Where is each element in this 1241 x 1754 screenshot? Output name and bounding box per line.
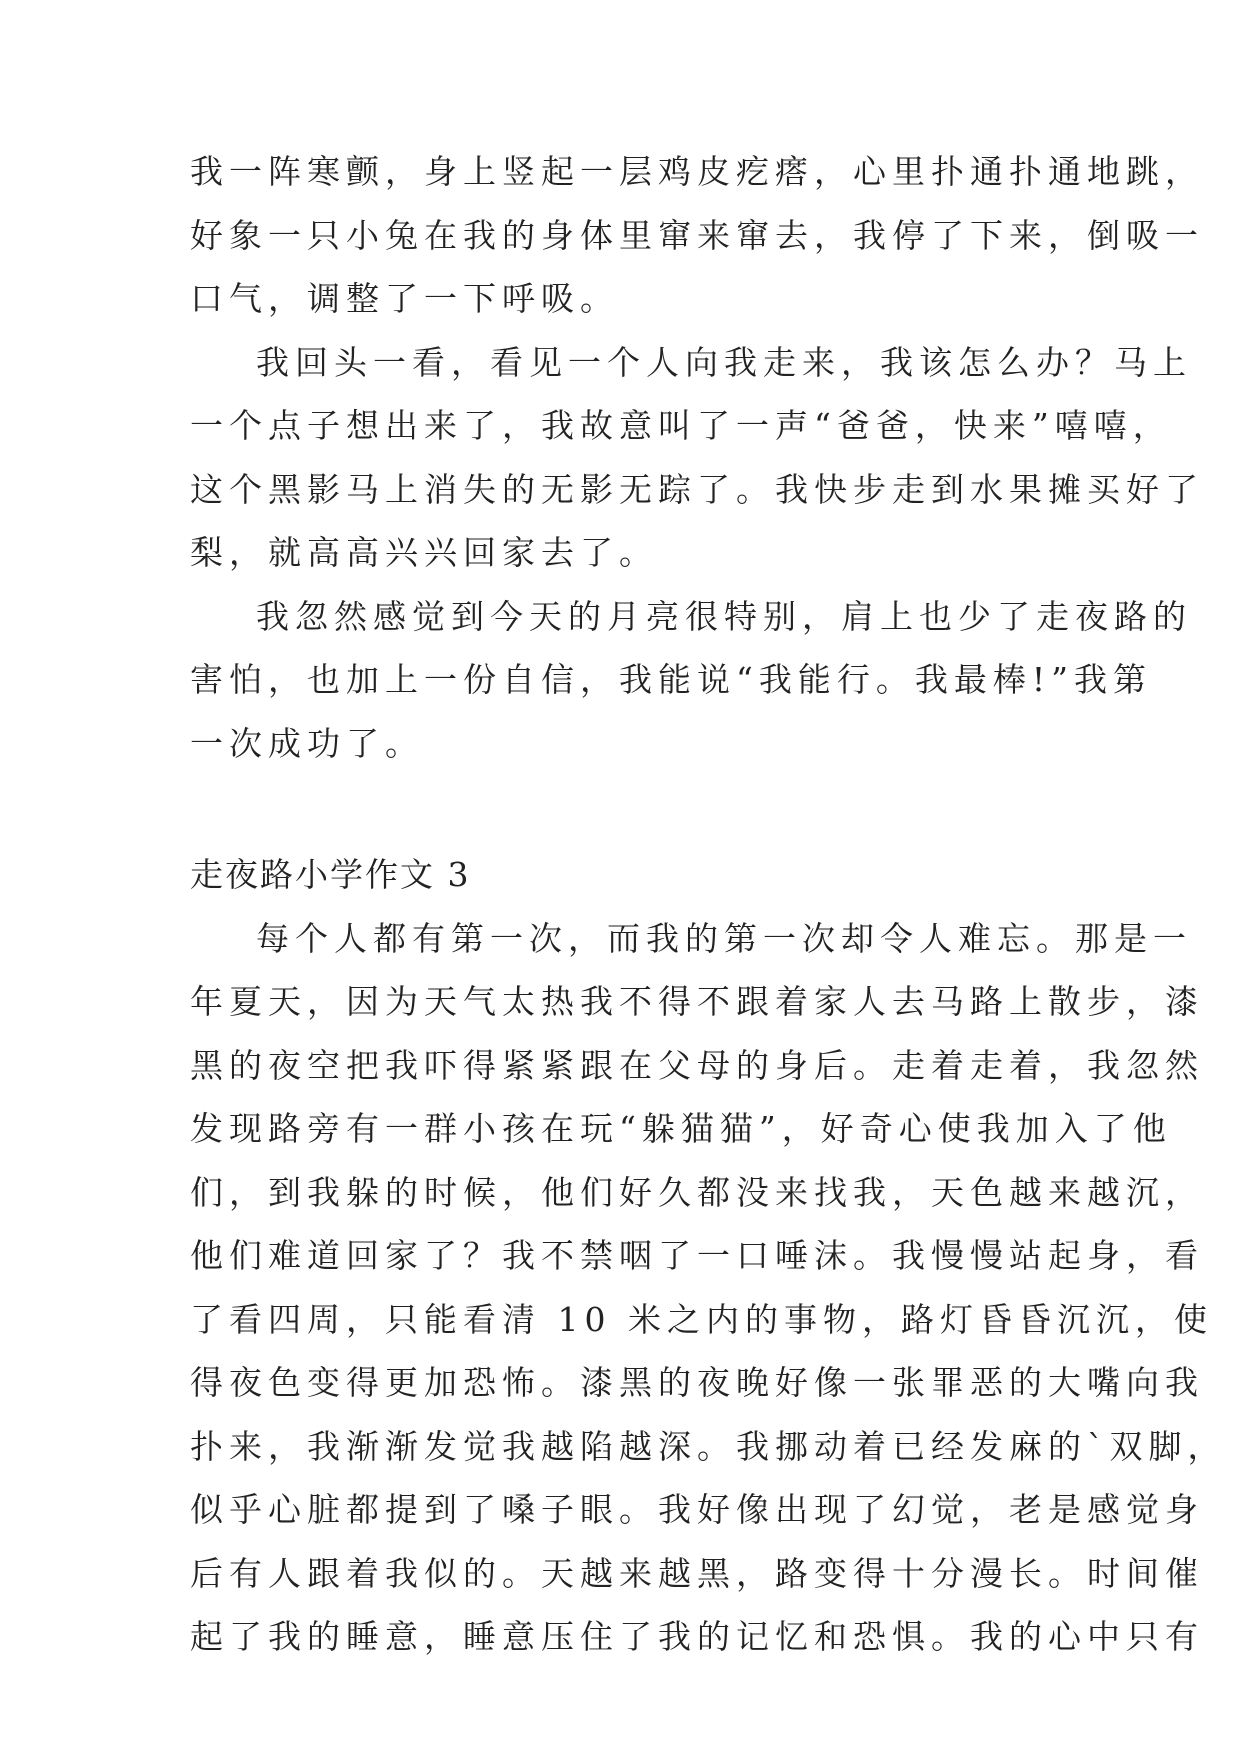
paragraph-line: 黑的夜空把我吓得紧紧跟在父母的身后。走着走着，我忽然 <box>190 1045 1204 1085</box>
paragraph-line: 了看四周，只能看清 10 米之内的事物，路灯昏昏沉沉，使 <box>190 1299 1213 1339</box>
paragraph-line: 我一阵寒颤，身上竖起一层鸡皮疙瘩，心里扑通扑通地跳， <box>190 152 1204 191</box>
paragraph-line: 后有人跟着我似的。天越来越黑，路变得十分漫长。时间催 <box>190 1553 1204 1593</box>
paragraph-line: 年夏天，因为天气太热我不得不跟着家人去马路上散步，漆 <box>190 982 1204 1021</box>
paragraph-2 <box>190 331 1204 585</box>
paragraph-line: 这个黑影马上消失的无影无踪了。我快步走到水果摊买好了 <box>190 469 1204 509</box>
paragraph-line: 梨，就高高兴兴回家去了。 <box>190 533 658 572</box>
paragraph-line: 我回头一看，看见一个人向我走来，我该怎么办？马上 <box>256 342 1192 382</box>
paragraph-line: 似乎心脏都提到了嗓子眼。我好像出现了幻觉，老是感觉身 <box>190 1490 1204 1529</box>
paragraph-line: 起了我的睡意，睡意压住了我的记忆和恐惧。我的心中只有 <box>190 1617 1204 1656</box>
paragraph-line: 我忽然感觉到今天的月亮很特别，肩上也少了走夜路的 <box>256 596 1192 636</box>
paragraph-1 <box>190 140 1204 331</box>
paragraph-line: 得夜色变得更加恐怖。漆黑的夜晚好像一张罪恶的大嘴向我 <box>190 1363 1204 1402</box>
paragraph-line: 一个点子想出来了，我故意叫了一声“爸爸，快来”嘻嘻， <box>190 406 1172 445</box>
section-heading <box>190 843 1070 907</box>
paragraph-line: 害怕，也加上一份自信，我能说“我能行。我最棒!”我第 <box>190 660 1153 699</box>
paragraph-line: 发现路旁有一群小孩在玩“躲猫猫”，好奇心使我加入了他 <box>190 1109 1172 1148</box>
paragraph-line: 他们难道回家了？我不禁咽了一口唾沫。我慢慢站起身，看 <box>190 1236 1204 1275</box>
paragraph-3 <box>190 585 1192 776</box>
paragraph-line: 好象一只小兔在我的身体里窜来窜去，我停了下来，倒吸一 <box>190 215 1204 255</box>
paragraph-line: 口气，调整了一下呼吸。 <box>190 279 619 318</box>
paragraph-line: 每个人都有第一次，而我的第一次却令人难忘。那是一 <box>256 918 1192 958</box>
heading-text: 走夜路小学作文 3 <box>190 855 471 894</box>
paragraph-line: 扑来，我渐渐发觉我越陷越深。我挪动着已经发麻的`双脚， <box>190 1426 1227 1466</box>
paragraph-line: 们，到我躲的时候，他们好久都没来找我，天色越来越沉， <box>190 1172 1204 1212</box>
paragraph-line: 一次成功了。 <box>190 723 424 763</box>
paragraph-4 <box>190 907 1227 1669</box>
